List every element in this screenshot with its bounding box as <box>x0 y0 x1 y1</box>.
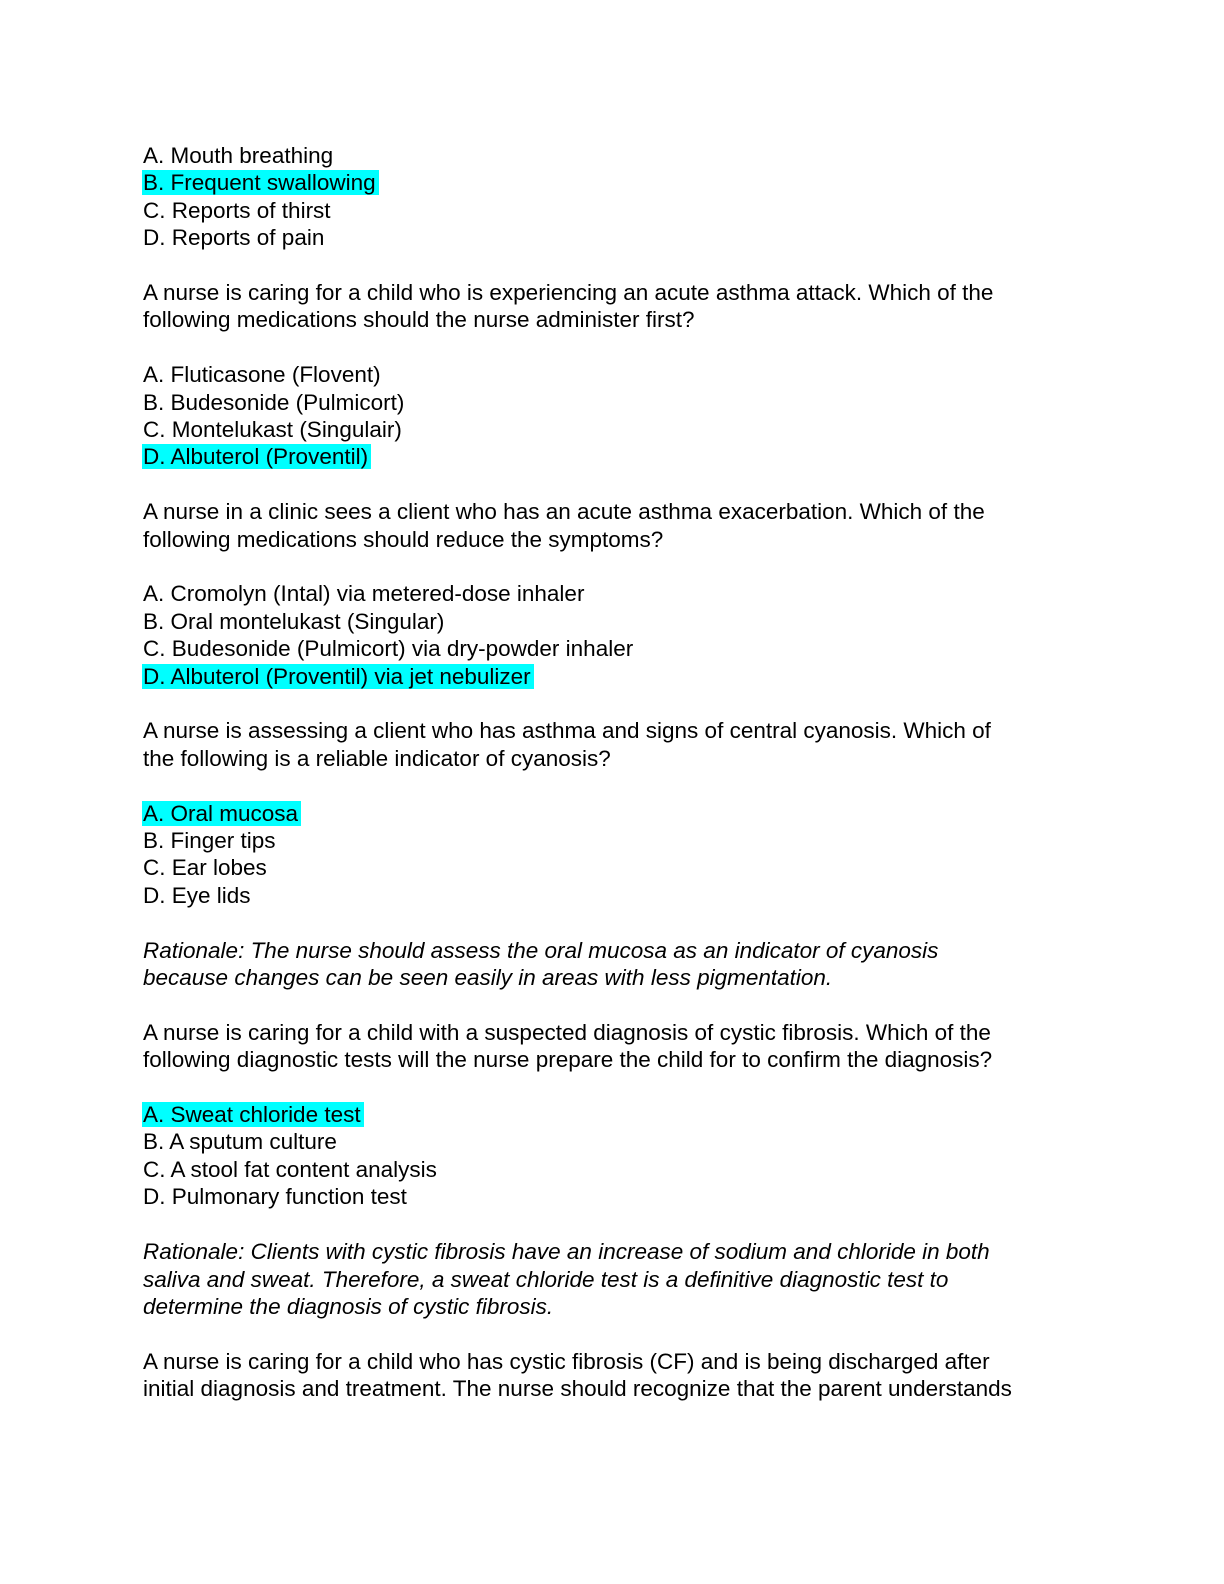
answer-text: D. Eye lids <box>143 882 251 908</box>
answer-text: B. Budesonide (Pulmicort) <box>143 389 405 415</box>
question-line: A nurse in a clinic sees a client who has an acute asthma exacerbation. Which of the <box>143 499 985 525</box>
highlighted-answer-text: D. Albuterol (Proventil) <box>142 444 371 469</box>
rationale-line: Rationale: Clients with cystic fibrosis have an increase of sodium and chloride in both <box>143 1239 990 1265</box>
question-text <box>143 1348 1083 1403</box>
answer-option <box>143 882 1083 909</box>
rationale-line: Rationale: The nurse should assess the oral mucosa as an indicator of cyanosis <box>143 937 939 963</box>
correct-answer-option <box>143 1101 1083 1128</box>
answer-options <box>143 1101 1083 1211</box>
rationale-text <box>143 937 1083 992</box>
document-body <box>143 142 1083 1430</box>
question-text <box>143 1019 1083 1074</box>
answer-option <box>143 854 1083 881</box>
answer-option <box>143 142 1083 169</box>
answer-option <box>143 416 1083 443</box>
question-line: A nurse is caring for a child who is experiencing an acute asthma attack. Which of the <box>143 280 994 306</box>
question-text <box>143 717 1083 772</box>
question-line: the following is a reliable indicator of cyanosis? <box>143 745 611 771</box>
answer-text: B. Oral montelukast (Singular) <box>143 608 445 634</box>
answer-options <box>143 800 1083 910</box>
answer-text: D. Pulmonary function test <box>143 1184 407 1210</box>
rationale-line: determine the diagnosis of cystic fibrosis. <box>143 1293 554 1319</box>
answer-option <box>143 827 1083 854</box>
answer-options <box>143 580 1083 690</box>
highlighted-answer-text: D. Albuterol (Proventil) via jet nebulizer <box>142 664 534 689</box>
answer-text: C. Reports of thirst <box>143 197 331 223</box>
correct-answer-option <box>143 663 1083 690</box>
question-line: A nurse is caring for a child who has cystic fibrosis (CF) and is being discharged after <box>143 1348 990 1374</box>
highlighted-answer-text: A. Sweat chloride test <box>142 1102 364 1127</box>
answer-option <box>143 580 1083 607</box>
rationale-line: saliva and sweat. Therefore, a sweat chloride test is a definitive diagnostic test to <box>143 1266 949 1292</box>
answer-option <box>143 1183 1083 1210</box>
highlighted-answer-text: A. Oral mucosa <box>142 801 301 826</box>
answer-option <box>143 608 1083 635</box>
answer-option <box>143 197 1083 224</box>
correct-answer-option <box>143 800 1083 827</box>
answer-options <box>143 142 1083 252</box>
question-line: following diagnostic tests will the nurse prepare the child for to confirm the diagnosis? <box>143 1047 993 1073</box>
correct-answer-option <box>143 443 1083 470</box>
answer-text: C. Ear lobes <box>143 855 267 881</box>
answer-option <box>143 1156 1083 1183</box>
question-text <box>143 279 1083 334</box>
question-text <box>143 498 1083 553</box>
question-line: following medications should reduce the symptoms? <box>143 526 664 552</box>
answer-text: A. Fluticasone (Flovent) <box>143 362 381 388</box>
correct-answer-option <box>143 169 1083 196</box>
answer-text: A. Mouth breathing <box>143 143 334 168</box>
answer-option <box>143 389 1083 416</box>
answer-option <box>143 1128 1083 1155</box>
question-line: initial diagnosis and treatment. The nurse should recognize that the parent understands <box>143 1376 1012 1402</box>
answer-text: C. A stool fat content analysis <box>143 1156 437 1182</box>
question-line: following medications should the nurse administer first? <box>143 307 695 333</box>
question-line: A nurse is assessing a client who has asthma and signs of central cyanosis. Which of <box>143 718 991 744</box>
answer-text: B. Finger tips <box>143 828 276 854</box>
answer-option <box>143 361 1083 388</box>
answer-text: A. Cromolyn (Intal) via metered-dose inhaler <box>143 581 585 607</box>
answer-text: C. Montelukast (Singulair) <box>143 417 402 443</box>
highlighted-answer-text: B. Frequent swallowing <box>142 170 379 195</box>
question-line: A nurse is caring for a child with a suspected diagnosis of cystic fibrosis. Which of the <box>143 1019 991 1045</box>
answer-text: B. A sputum culture <box>143 1129 337 1155</box>
answer-option <box>143 635 1083 662</box>
rationale-line: because changes can be seen easily in areas with less pigmentation. <box>143 965 833 991</box>
rationale-text <box>143 1238 1083 1320</box>
answer-options <box>143 361 1083 471</box>
answer-option <box>143 224 1083 251</box>
answer-text: C. Budesonide (Pulmicort) via dry-powder inhaler <box>143 636 634 662</box>
answer-text: D. Reports of pain <box>143 225 325 251</box>
